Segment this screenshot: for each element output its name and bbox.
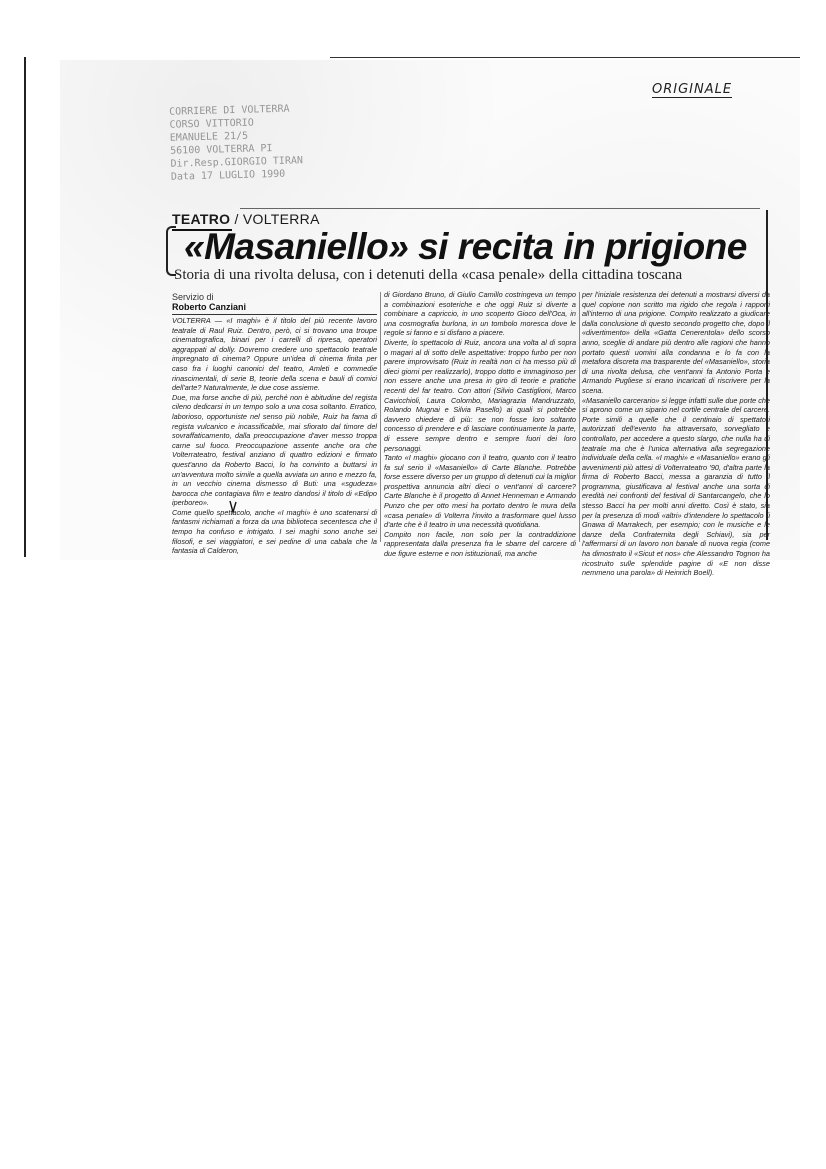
headline: «Masaniello» si recita in prigione bbox=[184, 226, 747, 267]
stamp-line: Data 17 LUGLIO 1990 bbox=[170, 168, 286, 183]
article-paragraph: per l'iniziale resistenza dei detenuti a mostrarsi diversi da quel copione non scritto ma rigido che regola i rapporti all'interno di una prigione. Compito realizzato a giudicare dalla conclusione di questo secondo progetto che, dopo il «divertimento» della «Gatta Cenerentola» dello scorso anno, sceglie di andare più dentro alle ragioni che hanno portato questi uomini alla condanna e lo fa con la metafora discreta ma trasparente del «Masaniello», storia di una rivolta delusa, che vent'anni fa Antonio Porta e Armando Pugliese si erano incaricati di riscrivere per la scena. bbox=[582, 290, 770, 395]
section-label bbox=[172, 211, 320, 227]
pen-mark-icon bbox=[228, 500, 238, 514]
article-paragraph: VOLTERRA — «I maghi» è il titolo del più recente lavoro teatrale di Raul Ruiz. Dentro, però, ci si trovano una troupe cinematografica, binari per i carrelli di ripresa, operatori aggrappati al dolly. Dovremo credere uno spettacolo teatrale impregnato di cinema? Oppure un'idea di cinema finita per caso fra i luoghi canonici del teatro, Amleti e commedie rinascimentali, di serie B, teorie della scena e bauli di comici dell'arte? Naturalmente, le due cose assieme. bbox=[172, 316, 377, 393]
section-top-rule bbox=[240, 208, 760, 209]
handwritten-note: ORIGINALE bbox=[652, 82, 733, 97]
byline-author: Roberto Canziani bbox=[172, 302, 247, 312]
article-column-1 bbox=[172, 316, 377, 556]
page-left-border bbox=[24, 57, 26, 557]
publication-stamp bbox=[169, 102, 303, 183]
byline-rule bbox=[172, 314, 377, 315]
stamp-line: CORSO VITTORIO bbox=[169, 117, 254, 131]
article-paragraph: Come quello spettacolo, anche «I maghi» è uno scatenarsi di fantasmi richiamati a forza da una biblioteca secentesca che il tempo ha confuso e intrigato. I sei maghi sono anche sei filosofi, e sei viaggiatori, e sei pedine di una cabala che la fantasia di Calderon, bbox=[172, 507, 377, 556]
article-paragraph: «Masaniello carcerario» si legge infatti sulle due porte che si aprono come un sipario nel cortile centrale del carcere. Porte simili a quelle che il centinaio di spettatori autorizzati dell'evento ha attraversato, sorvegliato e controllato, per accedere a questo slargo, che nulla ha di teatrale ma che è l'unica alternativa alla segregazione individuale della cella. «I maghi» e «Masaniello» erano gli avvenimenti più attesi di Volterrateatro '90, d'altra parte la firma di Roberto Bacci, messa a garanzia di tutto il programma, giustificava al festival anche una sorta di eredità nei confronti del festival di Santarcangelo, che lo stesso Bacci ha per molti anni diretto. Così è stato, sia per la presenza di modi «altri» d'intendere lo spettacolo (i Gnawa di Marrakech, per esempio; con le musiche e le danze della Confraternita degli Schiavi), sia per l'affermarsi di un lavoro non banale di nuova regia (come ha dimostrato il «Sicut et nos» che Alessandro Tognon ha ricostruito sulle splendide pagine di «E non disse nemmeno una parola» di Heinrich Boell). bbox=[582, 395, 770, 578]
article-paragraph: Compito non facile, non solo per la contraddizione rappresentata dalla presenza fra le sbarre del carcere di due figure esterne e non istituzionali, ma anche bbox=[384, 529, 576, 559]
byline-label: Servizio di bbox=[172, 292, 214, 302]
section-label-main: TEATRO bbox=[172, 211, 231, 227]
stamp-line: Dir.Resp.GIORGIO TIRAN bbox=[170, 155, 304, 170]
stamp-line: CORRIERE DI VOLTERRA bbox=[169, 103, 290, 118]
column-divider bbox=[579, 292, 580, 542]
article-paragraph: Tanto «I maghi» giocano con il teatro, quanto con il teatro fa sul serio il «Masaniello» di Carte Blanche. Potrebbe forse essere diverso per un gruppo di detenuti cui la miglior prospettiva annuncia altri dieci o vent'anni di carcere? Carte Blanche è il progetto di Annet Henneman e Armando Punzo che per otto mesi ha portato dentro le mura della «casa penale» di Volterra l'invito a trasformare quel lusso d'arte che è il teatro in una necessità quotidiana. bbox=[384, 453, 576, 530]
page-top-rule bbox=[330, 57, 800, 58]
subheadline: Storia di una rivolta delusa, con i detenuti della «casa penale» della cittadina toscana bbox=[174, 267, 683, 283]
article-column-3 bbox=[582, 290, 770, 578]
article-paragraph: Due, ma forse anche di più, perché non è abitudine del regista cileno dedicarsi in un tempo solo a una cosa soltanto. Erratico, laborioso, opportuniste nel senso più nobile, Ruiz ha fama di regista vulcanico e incassificabile, mai sfiorato dal timore del sovraffaticamento, dalla preoccupazione d'aver messo troppa carne sul fuoco. Preoccupazione assente anche ora che Volterrateatro, festival anziano di quattro edizioni e firmato quest'anno da Roberto Bacci, lo ha convinto a buttarsi in un'avventura molto simile a quella avviata un anno e mezzo fa, in un vecchio cinema dismesso di Buti: una «sgudeza» barocca che contagiava film e teatro dandosi il titolo di «Edipo iperboreo». bbox=[172, 392, 377, 508]
article-column-2 bbox=[384, 290, 576, 559]
column-divider bbox=[380, 292, 381, 542]
article-paragraph: di Giordano Bruno, di Giulio Camillo costringeva un tempo a combinazioni esoteriche e che oggi Ruiz si diverte a combinare a capriccio, in uno scoperto Gioco dell'Oca, in una cosmografia burlona, in un tombolo moresca dove le regole si fanno e si disfano a piacere. bbox=[384, 290, 576, 338]
stamp-line: EMANUELE 21/5 bbox=[169, 130, 249, 144]
article-paragraph: Diverte, lo spettacolo di Ruiz, ancora una volta al di sopra o magari al di sotto delle aspettative: troppo furbo per non parere improvvisato (Ruiz in realtà non ci ha messo più di dieci giorni per realizzarlo), troppo dotto e immaginoso per non essere anche una presa in giro di teorie e pratiche recenti del far teatro. Con attori (Silvio Castiglioni, Marco Cavicchioli, Laura Colombo, Mariagrazia Mandruzzato, Rolando Mugnai e Silvia Pasello) ai quali si potrebbe davvero chiedere di più: se non fosse loro soltanto concesso di prendere e di lasciare continuamente la parte, di essere sempre dentro e sempre fuori dei loro personaggi. bbox=[384, 337, 576, 453]
clipping-right-bracket bbox=[758, 210, 768, 540]
stamp-line: 56100 VOLTERRA PI bbox=[170, 143, 273, 157]
section-label-sub: / VOLTERRA bbox=[230, 211, 320, 227]
